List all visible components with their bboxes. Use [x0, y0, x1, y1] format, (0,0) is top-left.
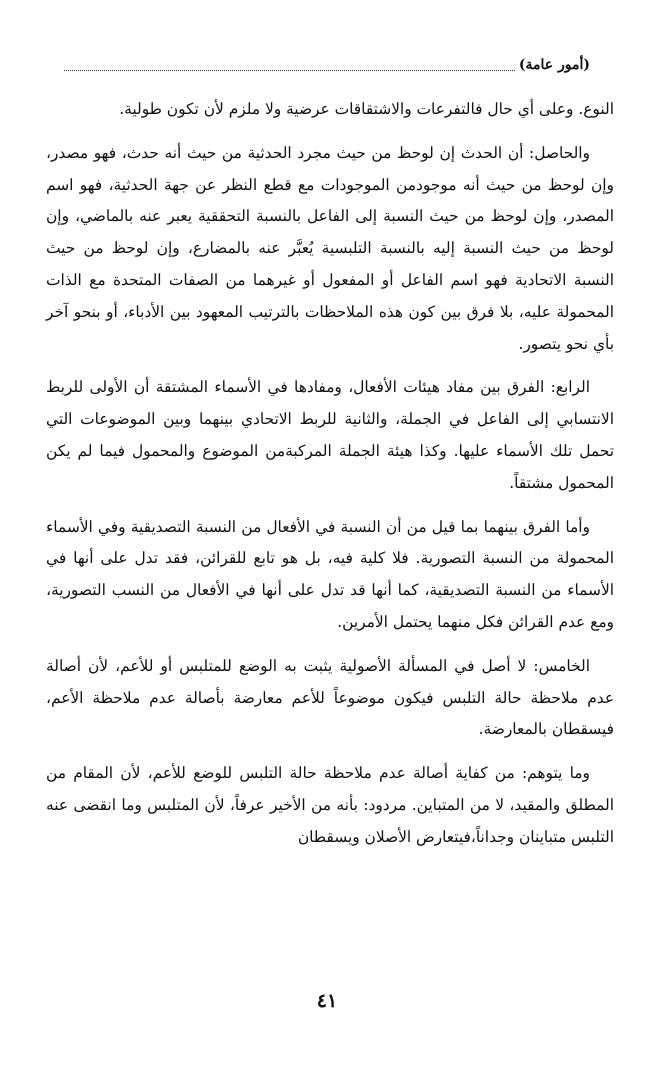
header-dotted-rule	[64, 62, 515, 71]
paragraph: وأما الفرق بينهما بما قيل من أن النسبة في الأفعال من النسبة التصديقية وفي الأسماء المحمولة من النسبة التصورية. فلا كلية فيه، بل هو تابع للقرائن، فقد تدل على أنها في الأسماء من النسبة التصديقية، كما أنها قد تدل على أنها في الأفعال من النسب التصورية، ومع عدم القرائن فكل منهما يحتمل الأمرين.	[46, 517, 614, 631]
running-header	[64, 54, 590, 76]
paragraph: وما يتوهم: من كفاية أصالة عدم ملاحظة حالة التلبس للوضع للأعم، لأن المقام من المطلق والمقيد، لا من المتباين. مردود: بأنه من الأخير عرفاً، لأن المتلبس وما انقضى عنه التلبس متباينان وجداناً،فيتعارض الأصلان ويسقطان	[46, 764, 614, 846]
page-number: ٤١	[316, 990, 338, 1012]
paragraph: الرابع: الفرق بين مفاد هيئات الأفعال، ومفادها في الأسماء المشتقة أن الأولى للربط الانتسابي إلى الفاعل في الجملة، والثانية للربط الاتحادي بينهما وبين الموضوعات التي تحمل تلك الأسماء عليها. وكذا هيئة الجملة المركبةمن الموضوع والمحمول فيما لم يكن المحمول مشتقاً.	[46, 378, 614, 492]
running-title: (أمور عامة)	[518, 57, 590, 73]
paragraph: الخامس: لا أصل في المسألة الأصولية يثبت به الوضع للمتلبس أو للأعم، لأن أصالة عدم ملاحظة حالة التلبس فيكون موضوعاً للأعم معارضة بأصالة عدم ملاحظة الأعم، فيسقطان بالمعارضة.	[46, 656, 614, 739]
paragraph: النوع. وعلى أي حال فالتفرعات والاشتقاقات عرضية ولا ملزم لأن تكون طولية.	[119, 100, 614, 118]
paragraph: والحاصل: أن الحدث إن لوحظ من حيث مجرد الحدثية من حيث أنه حدث، فهو مصدر، وإن لوحظ من حيث أنه موجودمن الموجودات مع قطع النظر عن جهة الحدثية، فهو اسم المصدر، وإن لوحظ من حيث النسبة إلى الفاعل بالنسبة التحققية يعبر عنه بالماضي، وإن لوحظ من حيث النسبة إليه بالنسبة التلبسية يُعبَّر عنه بالمضارع، وإن لوحظ من حيث النسبة الاتحادية فهو اسم الفاعل أو المفعول أو غيرهما من الصفات المتحدة مع الذات المحمولة عليه، بلا فرق بين كون هذه الملاحظات بالترتيب المعهود بين الأدباء، أو بنحو آخر بأي نحو يتصور.	[46, 143, 614, 353]
main-text	[46, 94, 614, 866]
